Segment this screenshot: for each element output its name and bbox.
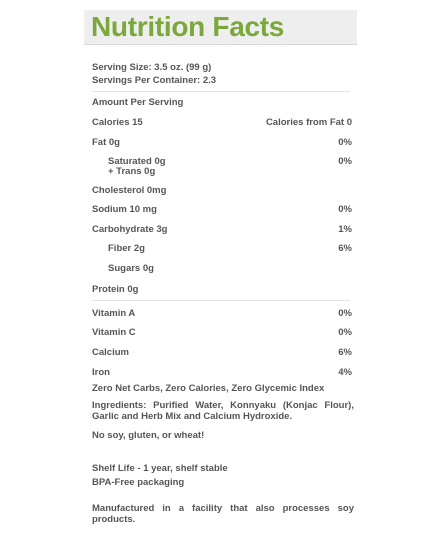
calories-from-fat: Calories from Fat 0: [265, 117, 352, 128]
nutrient-label-cholesterol: Cholesterol 0mg: [92, 185, 167, 196]
divider: [92, 91, 350, 92]
facility-note: Manufactured in a facility that also processes soy products.: [92, 503, 354, 525]
mineral-value-iron: 4%: [338, 367, 352, 378]
nutrient-label-protein: Protein 0g: [92, 284, 139, 295]
amount-per-serving: Amount Per Serving: [92, 97, 184, 108]
packaging: BPA-Free packaging: [92, 477, 185, 488]
serving-size: Serving Size: 3.5 oz. (99 g): [92, 62, 212, 73]
shelf-life: Shelf Life - 1 year, shelf stable: [92, 463, 228, 474]
nutrient-value-fiber: 6%: [338, 243, 352, 254]
vitamin-value-a: 0%: [338, 308, 352, 319]
nutrient-label-carbohydrate: Carbohydrate 3g: [92, 224, 168, 235]
nutrient-label-fat: Fat 0g: [92, 137, 120, 148]
zero-claims: Zero Net Carbs, Zero Calories, Zero Glycemic Index: [92, 383, 325, 394]
nutrient-label-trans: + Trans 0g: [108, 166, 156, 177]
nutrient-value-fat: 0%: [338, 137, 352, 148]
servings-per-container: Servings Per Container: 2.3: [92, 75, 217, 86]
vitamin-value-c: 0%: [338, 327, 352, 338]
nutrient-value-sodium: 0%: [338, 204, 352, 215]
nutrient-label-sodium: Sodium 10 mg: [92, 204, 157, 215]
nutrient-label-fiber: Fiber 2g: [108, 243, 145, 254]
calories-label: Calories 15: [92, 117, 143, 128]
nutrient-label-sugars: Sugars 0g: [108, 263, 154, 274]
nutrient-value-saturated: 0%: [338, 156, 352, 167]
divider: [92, 300, 350, 301]
mineral-label-iron: Iron: [92, 367, 110, 378]
vitamin-label-a: Vitamin A: [92, 308, 136, 319]
allergen-note: No soy, gluten, or wheat!: [92, 430, 205, 441]
page-title: Nutrition Facts: [91, 11, 285, 42]
title-bar: [84, 10, 357, 45]
mineral-label-calcium: Calcium: [92, 347, 129, 358]
mineral-value-calcium: 6%: [338, 347, 352, 358]
nutrient-value-carbohydrate: 1%: [338, 224, 352, 235]
nutrient-label-saturated: Saturated 0g: [108, 156, 166, 167]
vitamin-label-c: Vitamin C: [92, 327, 136, 338]
ingredients: Ingredients: Purified Water, Konnyaku (Konjac Flour), Garlic and Herb Mix and Calcium Hydroxide.: [92, 400, 354, 422]
